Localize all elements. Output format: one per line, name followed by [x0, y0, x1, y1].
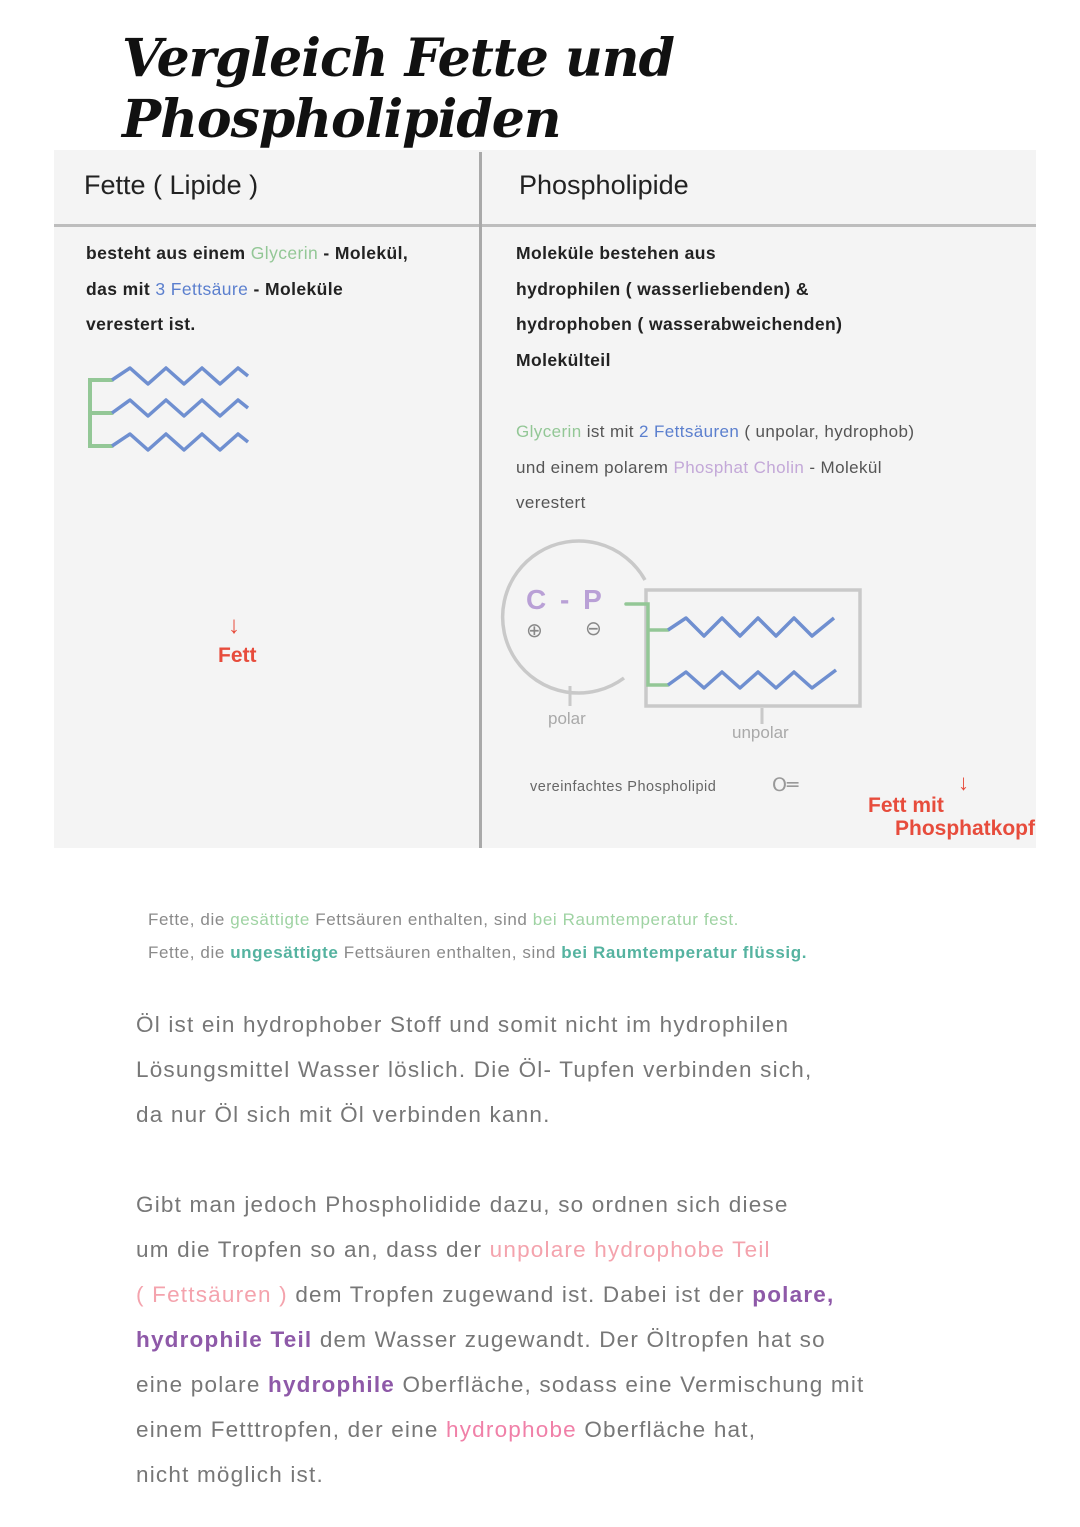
para1-line-3: da nur Öl sich mit Öl verbinden kann.: [136, 1102, 551, 1127]
down-arrow-icon: ↓: [228, 612, 240, 639]
unpolar-label: unpolar: [732, 723, 789, 742]
para2-line-5c: Oberfläche, sodass eine Vermischung mit: [402, 1372, 865, 1397]
fatty-acid-chain-1: [112, 368, 248, 384]
fett-mit-label: Fett mit: [868, 794, 944, 817]
fatty-acid-chain-4: [668, 618, 834, 636]
hydrophile-term: hydrophile: [268, 1372, 396, 1397]
hydrophobe-term: hydrophobe: [446, 1417, 577, 1442]
phosphat-cholin-term: Phosphat Cholin: [673, 457, 805, 477]
header-divider: [54, 224, 1036, 227]
fluessig-term: bei Raumtemperatur flüssig.: [561, 943, 808, 962]
fette-text-2b: - Moleküle: [253, 278, 344, 299]
polar-label: polar: [548, 709, 586, 728]
fettsaeuren-paren-term: ( Fettsäuren ): [136, 1282, 288, 1307]
fett-result-label: Fett: [218, 644, 257, 667]
column-header-fette: Fette ( Lipide ): [84, 170, 259, 200]
phospho-text-2: hydrophilen ( wasserliebenden) &: [516, 278, 809, 299]
phospho-composition: [516, 414, 1036, 521]
para2-line-5a: eine polare: [136, 1372, 261, 1397]
note-ungesaettigt: [148, 943, 807, 963]
glycerin-term-2: Glycerin: [516, 422, 582, 441]
fette-text-1b: - Molekül,: [323, 243, 409, 263]
gesaettigte-term: gesättigte: [230, 910, 310, 929]
fatty-acid-chain-2: [112, 400, 248, 416]
phospho-text-1: Moleküle bestehen aus: [516, 243, 716, 263]
unpolar-tail-box: [646, 590, 860, 706]
para1-line-1: Öl ist ein hydrophober Stoff und somit nicht im hydrophilen: [136, 1012, 790, 1037]
column-header-phospholipide: Phospholipide: [519, 170, 689, 200]
phosphatkopf-label: Phosphatkopf: [895, 817, 1035, 840]
down-arrow-icon-2: ↓: [958, 770, 969, 795]
note-gesaettigt: [148, 910, 739, 930]
note-2a: Fette, die: [148, 943, 225, 962]
glycerin-term: Glycerin: [250, 243, 319, 263]
simplified-phospholipid-icon: O═: [772, 774, 799, 796]
glycerin-backbone: [90, 380, 112, 446]
phospho-text-6b: - Molekül: [809, 457, 882, 477]
fett-molecule-diagram: [80, 358, 280, 468]
paragraph-oel: [136, 1002, 976, 1137]
para1-line-2: Lösungsmittel Wasser löslich. Die Öl- Tupfen verbinden sich,: [136, 1057, 813, 1082]
phospho-text-6a: und einem polarem: [516, 457, 669, 477]
note-1a: Fette, die: [148, 910, 225, 929]
bond-dash: -: [560, 584, 570, 615]
phospho-text-7: verestert: [516, 493, 586, 512]
phosphate-letter: P: [583, 584, 602, 615]
minus-charge-icon: ⊖: [585, 616, 602, 640]
fette-description: [86, 236, 476, 343]
para2-line-1: Gibt man jedoch Phospholidide dazu, so ordnen sich diese: [136, 1192, 789, 1217]
phospho-description: [516, 236, 1031, 378]
phospho-text-5b: ( unpolar, hydrophob): [744, 422, 915, 441]
ungesaettigte-term: ungesättigte: [230, 943, 339, 962]
para2-line-2a: um die Tropfen so an, dass der: [136, 1237, 483, 1262]
fatty-acid-chain-5: [668, 670, 836, 688]
note-1c: Fettsäuren enthalten, sind: [315, 910, 528, 929]
para2-line-7: nicht möglich ist.: [136, 1462, 324, 1487]
polar-head-circle: [503, 541, 645, 693]
choline-phosphate-label: [526, 584, 602, 616]
hydrophile-teil-term: hydrophile Teil: [136, 1327, 313, 1352]
plus-charge-icon: ⊕: [526, 618, 543, 642]
fette-text-3: verestert ist.: [86, 314, 196, 334]
paragraph-phospholipide: [136, 1182, 976, 1497]
fettsaeuren-term: 2 Fettsäuren: [639, 422, 740, 441]
column-divider: [479, 152, 482, 848]
phospho-text-5a: ist mit: [586, 422, 634, 441]
polare-term: polare,: [752, 1282, 835, 1307]
unpolar-hydrophob-term: unpolare hydrophobe Teil: [489, 1237, 771, 1262]
para2-line-4b: dem Wasser zugewandt. Der Öltropfen hat so: [319, 1327, 826, 1352]
page-title: Vergleich Fette und Phospholipiden: [122, 28, 674, 150]
fette-text-2a: das mit: [86, 278, 151, 299]
para2-line-6a: einem Fetttropfen, der eine: [136, 1417, 439, 1442]
fettsaeure-term: 3 Fettsäure: [155, 278, 249, 299]
para2-line-6c: Oberfläche hat,: [584, 1417, 757, 1442]
phospho-text-4: Molekülteil: [516, 349, 611, 370]
simplified-phospholipid-caption: vereinfachtes Phospholipid: [530, 779, 717, 795]
fette-text-1a: besteht aus einem: [86, 243, 246, 263]
glycerin-backbone-2: [626, 604, 668, 685]
note-2c: Fettsäuren enthalten, sind: [343, 943, 556, 962]
fest-term: bei Raumtemperatur fest.: [532, 910, 739, 929]
para2-line-3b: dem Tropfen zugewand ist. Dabei ist der: [295, 1282, 745, 1307]
fatty-acid-chain-3: [112, 434, 248, 450]
choline-letter: C: [526, 584, 547, 615]
phospho-text-3: hydrophoben ( wasserabweichenden): [516, 314, 843, 334]
